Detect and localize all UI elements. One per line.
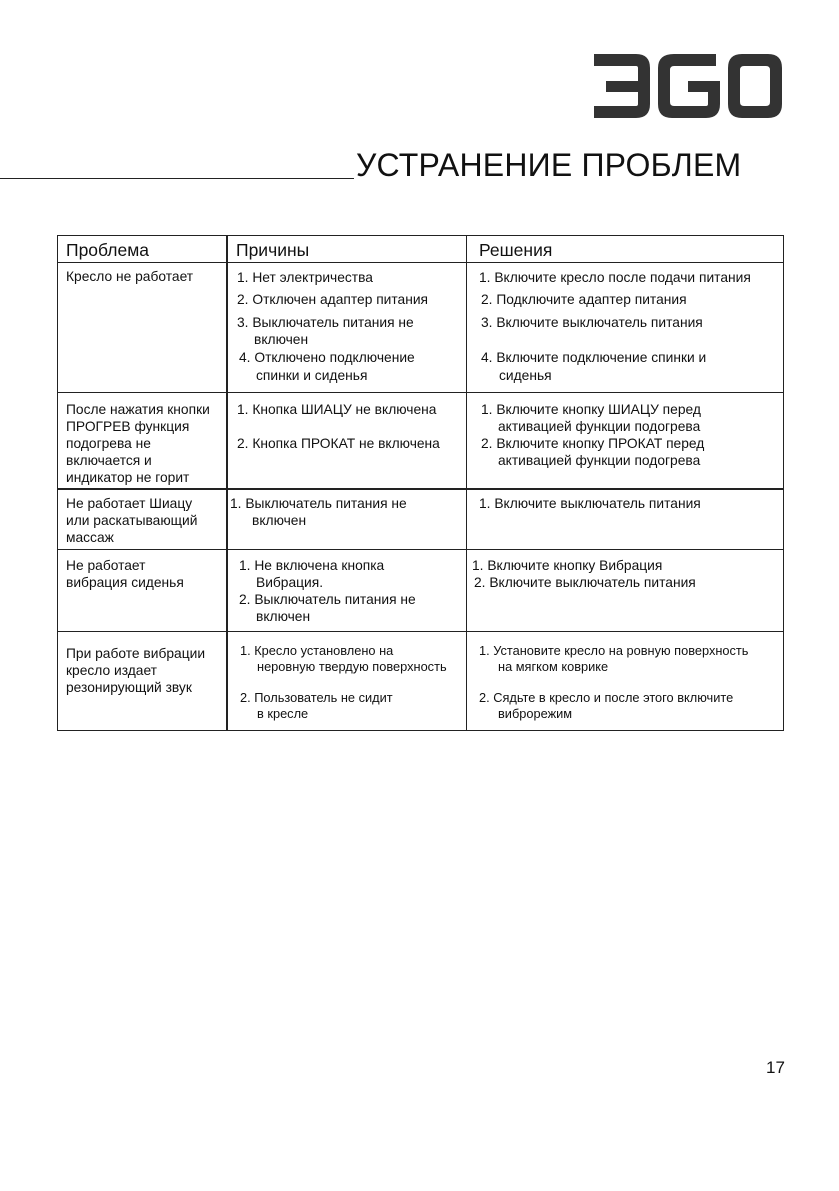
- problem-line: ПРОГРЕВ функция: [66, 419, 190, 434]
- table-border-top: [57, 235, 784, 236]
- header-causes: Причины: [236, 240, 310, 260]
- title-rule: [0, 178, 354, 179]
- row-divider: [57, 392, 784, 393]
- cause-line: Вибрация.: [256, 575, 324, 590]
- page-title: УСТРАНЕНИЕ ПРОБЛЕМ: [356, 147, 742, 183]
- cause-line: 1. Не включена кнопка: [239, 558, 385, 573]
- solution-line: 2. Сядьте в кресло и после этого включите: [479, 690, 734, 705]
- solution-line: 2. Подключите адаптер питания: [481, 292, 687, 307]
- logo-letter-o: [728, 54, 782, 118]
- cause-line: 2. Кнопка ПРОКАТ не включена: [237, 436, 440, 451]
- problem-line: кресло издает: [66, 663, 157, 678]
- cause-line: 1. Кресло установлено на: [240, 643, 394, 658]
- solution-line: на мягком коврике: [498, 659, 609, 674]
- problem-line: Не работает: [66, 558, 146, 573]
- problem-line: Кресло не работает: [66, 269, 194, 284]
- cause-line: включен: [254, 332, 309, 347]
- solution-line: 2. Включите выключатель питания: [474, 575, 696, 590]
- table-border-right: [783, 235, 784, 731]
- cause-line: 2. Отключен адаптер питания: [237, 292, 429, 307]
- cause-line: спинки и сиденья: [256, 368, 368, 383]
- problem-line: подогрева не: [66, 436, 151, 451]
- solution-line: сиденья: [499, 368, 552, 383]
- row-divider: [57, 549, 784, 550]
- column-divider: [226, 235, 228, 731]
- row-divider: [57, 488, 784, 490]
- solution-line: 4. Включите подключение спинки и: [481, 350, 707, 365]
- solution-line: 3. Включите выключатель питания: [481, 315, 703, 330]
- row-divider: [57, 631, 784, 632]
- solution-line: 1. Включите кнопку Вибрация: [472, 558, 663, 573]
- problem-line: индикатор не горит: [66, 470, 190, 485]
- solution-line: 1. Включите выключатель питания: [479, 496, 701, 511]
- cause-line: 2. Пользователь не сидит: [240, 690, 393, 705]
- problem-line: Не работает Шиацу: [66, 496, 193, 511]
- problem-line: При работе вибрации: [66, 646, 206, 661]
- cause-line: неровную твердую поверхность: [257, 659, 447, 674]
- cause-line: в кресле: [257, 706, 309, 721]
- header-problem: Проблема: [66, 240, 149, 260]
- solution-line: 2. Включите кнопку ПРОКАТ перед: [481, 436, 705, 451]
- problem-line: массаж: [66, 530, 114, 545]
- solution-line: активацией функции подогрева: [498, 453, 701, 468]
- cause-line: 4. Отключено подключение: [239, 350, 415, 365]
- logo-letter-e: [594, 54, 650, 118]
- header-solutions: Решения: [479, 240, 553, 260]
- cause-line: 1. Нет электричества: [237, 270, 373, 285]
- table-header-divider: [57, 262, 784, 263]
- problem-line: или раскатывающий: [66, 513, 198, 528]
- solution-line: 1. Включите кнопку ШИАЦУ перед: [481, 402, 701, 417]
- page-number: 17: [766, 1058, 785, 1077]
- brand-logo: [592, 54, 782, 118]
- cause-line: включен: [256, 609, 311, 624]
- cause-line: 2. Выключатель питания не: [239, 592, 416, 607]
- problem-line: включается и: [66, 453, 152, 468]
- cause-line: 1. Кнопка ШИАЦУ не включена: [237, 402, 437, 417]
- problem-line: После нажатия кнопки: [66, 402, 210, 417]
- column-divider: [466, 235, 467, 731]
- cause-line: включен: [252, 513, 307, 528]
- logo-letter-g: [658, 54, 720, 118]
- solution-line: 1. Включите кресло после подачи питания: [479, 270, 751, 285]
- cause-line: 3. Выключатель питания не: [237, 315, 414, 330]
- solution-line: виброрежим: [498, 706, 573, 721]
- table-border-left: [57, 235, 58, 731]
- solution-line: 1. Установите кресло на ровную поверхность: [479, 643, 749, 658]
- problem-line: резонирующий звук: [66, 680, 192, 695]
- cause-line: 1. Выключатель питания не: [230, 496, 407, 511]
- solution-line: активацией функции подогрева: [498, 419, 701, 434]
- problem-line: вибрация сиденья: [66, 575, 184, 590]
- table-border-bottom: [57, 730, 784, 731]
